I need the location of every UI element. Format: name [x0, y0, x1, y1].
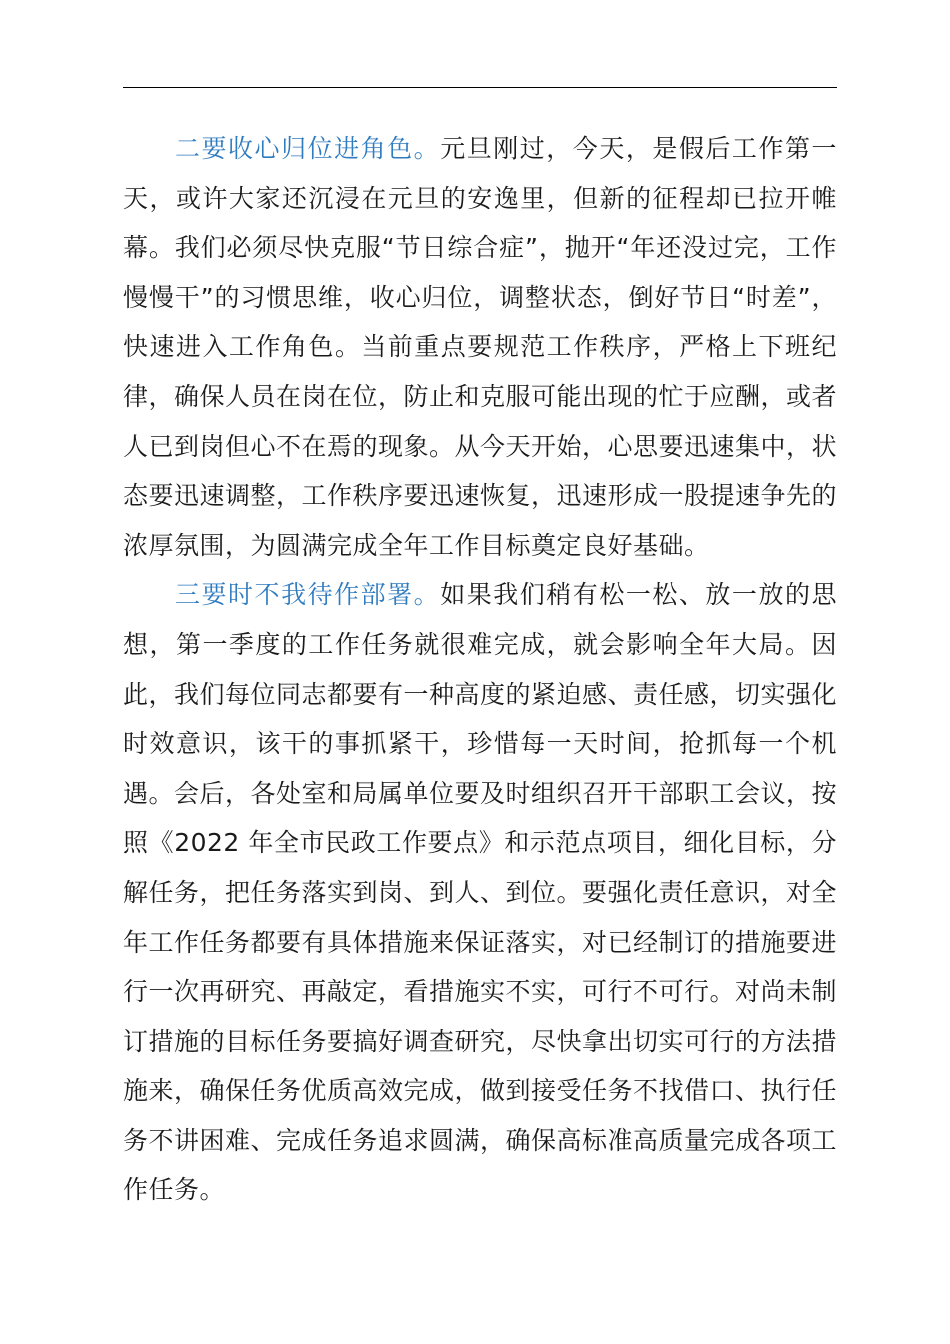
paragraph-2-text: 元旦刚过，今天，是假后工作第一天，或许大家还沉浸在元旦的安逸里，但新的征程却已拉开帷幕。我们必须尽快克服“节日综合症”，抛开“年还没过完，工作慢慢干”的习惯思维，收心归位，调整状态，倒好节日“时差”，快速进入工作角色。当前重点要规范工作秩序，严格上下班纪律，确保人员在岗在位，防止和克服可能出现的忙于应酬，或者人已到岗但心不在焉的现象。从今天开始，心思要迅速集中，状态要迅速调整，工作秩序要迅速恢复，迅速形成一股提速争先的浓厚氛围，为圆满完成全年工作目标奠定良好基础。 — [123, 134, 838, 560]
paragraph-2-heading: 二要收心归位进角色。 — [175, 134, 441, 163]
document-body — [123, 124, 837, 1215]
header-divider — [123, 87, 837, 88]
paragraph-2 — [123, 124, 837, 570]
paragraph-3-heading: 三要时不我待作部署。 — [175, 580, 441, 610]
paragraph-3-text: 如果我们稍有松一松、放一放的思想，第一季度的工作任务就很难完成，就会影响全年大局。因此，我们每位同志都要有一种高度的紧迫感、责任感，切实强化时效意识，该干的事抓紧干，珍惜每一天时间，抢抓每一个机遇。会后，各处室和局属单位要及时组织召开干部职工会议，按照《2022 年全市民政工作要点》和示范点项目，细化目标，分解任务，把任务落实到岗、到人、到位。要强化责任意识，对全年工作任务都要有具体措施来保证落实，对已经制订的措施要进行一次再研究、再敲定，看措施实不实，可行不可行。对尚未制订措施的目标任务要搞好调查研究，尽快拿出切实可行的方法措施来，确保任务优质高效完成，做到接受任务不找借口、执行任务不讲困难、完成任务追求圆满，确保高标准高质量完成各项工作任务。 — [123, 580, 838, 1205]
paragraph-3 — [123, 570, 837, 1215]
